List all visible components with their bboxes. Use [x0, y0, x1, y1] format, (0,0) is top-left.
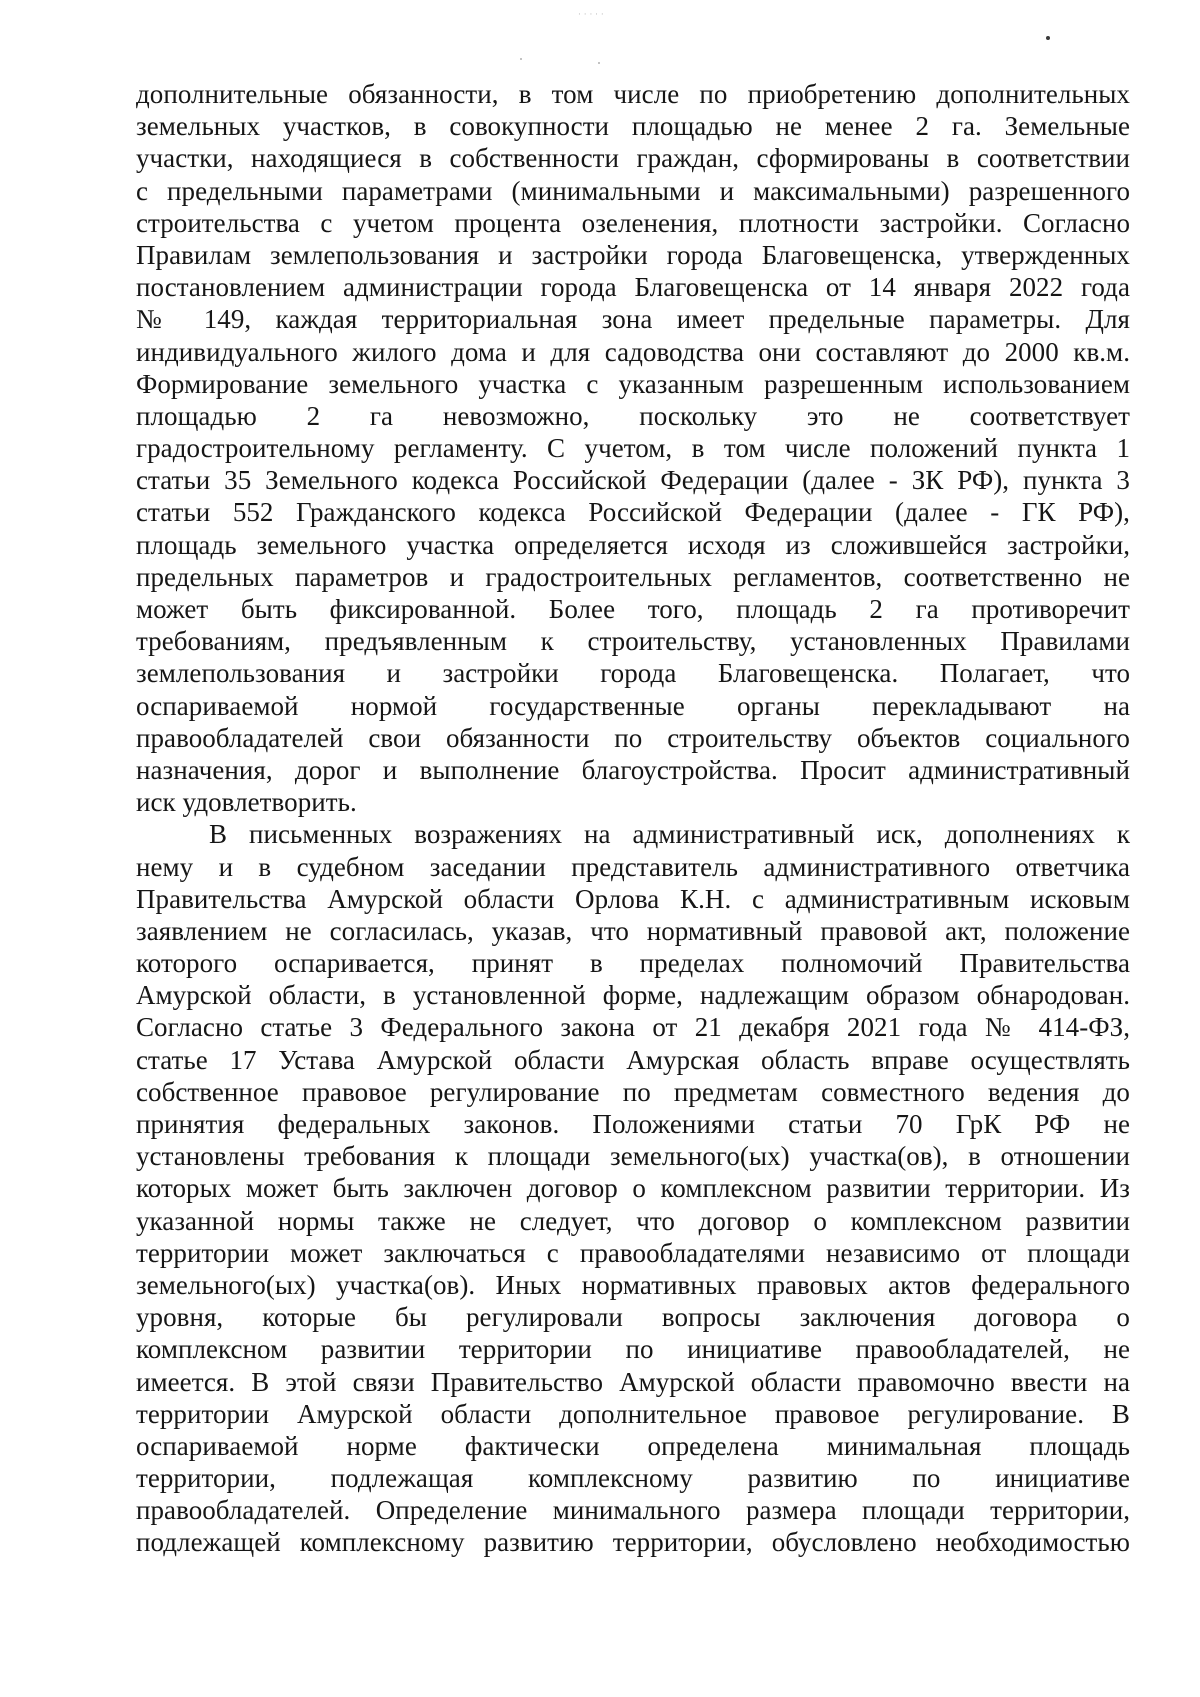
text-line: земельного(ых) участка(ов). Иных нормативных правовых актов федерального — [136, 1269, 1130, 1300]
scan-speck — [1046, 36, 1050, 40]
text-line: которых может быть заключен договор о комплексном развитии территории. Из — [136, 1173, 1130, 1204]
text-line: землепользования и застройки города Благовещенска. Полагает, что — [136, 658, 1130, 689]
text-line: строительства с учетом процента озеленения, плотности застройки. Согласно — [136, 207, 1130, 238]
text-line: площадью 2 га невозможно, поскольку это не соответствует — [136, 400, 1130, 431]
text-line: территории может заключаться с правообладателями независимо от площади — [136, 1237, 1130, 1268]
text-line: территории, подлежащая комплексному развитию по инициативе — [136, 1463, 1130, 1494]
text-line: статье 17 Устава Амурской области Амурская область вправе осуществлять — [136, 1044, 1130, 1075]
text-line: может быть фиксированной. Более того, площадь 2 га противоречит — [136, 594, 1130, 624]
text-line: имеется. В этой связи Правительство Амурской области правомочно ввести на — [136, 1366, 1130, 1397]
text-line: предельных параметров и градостроительных регламентов, соответственно не — [136, 561, 1130, 592]
text-line: дополнительные обязанности, в том числе по приобретению дополнительных — [136, 79, 1130, 109]
text-line: земельных участков, в совокупности площадью не менее 2 га. Земельные — [136, 111, 1130, 142]
text-line: Амурской области, в установленной форме, надлежащим образом обнародован. — [136, 980, 1130, 1011]
text-line: статьи 552 Гражданского кодекса Российской Федерации (далее - ГК РФ), — [136, 497, 1130, 528]
text-line: которого оспаривается, принят в пределах полномочий Правительства — [136, 948, 1130, 979]
text-line: с предельными параметрами (минимальными и максимальными) разрешенного — [136, 175, 1130, 206]
text-line: Формирование земельного участка с указанным разрешенным использованием — [136, 368, 1130, 399]
text-line: градостроительному регламенту. С учетом, в том числе положений пункта 1 — [136, 433, 1130, 464]
text-line: правообладателей свои обязанности по строительству объектов социального — [136, 722, 1130, 753]
text-line: участки, находящиеся в собственности граждан, сформированы в соответствии — [136, 143, 1130, 174]
text-line: собственное правовое регулирование по предметам совместного ведения до — [136, 1076, 1130, 1107]
text-line: площадь земельного участка определяется исходя из сложившейся застройки, — [136, 529, 1130, 560]
text-line: оспариваемой норме фактически определена минимальная площадь — [136, 1430, 1130, 1461]
text-line: назначения, дорог и выполнение благоустройства. Просит административный — [136, 754, 1130, 785]
text-line: статьи 35 Земельного кодекса Российской Федерации (далее - ЗК РФ), пункта 3 — [136, 465, 1130, 496]
text-line: постановлением администрации города Благовещенска от 14 января 2022 года — [136, 272, 1130, 303]
text-line: указанной нормы также не следует, что договор о комплексном развитии — [136, 1205, 1130, 1236]
text-line: уровня, которые бы регулировали вопросы заключения договора о — [136, 1302, 1130, 1333]
text-line: иск удовлетворить. — [136, 787, 357, 818]
text-line: комплексном развитии территории по инициативе правообладателей, не — [136, 1334, 1130, 1365]
text-line: территории Амурской области дополнительное правовое регулирование. В — [136, 1398, 1130, 1429]
scan-speck — [520, 58, 522, 60]
text-line: В письменных возражениях на административный иск, дополнениях к — [209, 819, 1130, 850]
text-line: оспариваемой нормой государственные органы перекладывают на — [136, 690, 1130, 721]
text-line: подлежащей комплексному развитию территории, обусловлено необходимостью — [136, 1527, 1130, 1558]
text-line: установлены требования к площади земельного(ых) участка(ов), в отношении — [136, 1141, 1130, 1172]
text-line: заявлением не согласилась, указав, что нормативный правовой акт, положение — [136, 915, 1130, 946]
text-line: требованиям, предъявленным к строительству, установленных Правилами — [136, 626, 1130, 657]
text-line: Правилам землепользования и застройки города Благовещенска, утвержденных — [136, 239, 1130, 270]
text-line: принятия федеральных законов. Положениями статьи 70 ГрК РФ не — [136, 1109, 1130, 1139]
paragraph-2 — [136, 818, 1130, 1558]
document-body — [136, 78, 1130, 1559]
text-line: нему и в судебном заседании представитель административного ответчика — [136, 851, 1130, 882]
text-line: правообладателей. Определение минимального размера площади территории, — [136, 1495, 1130, 1526]
text-line: Согласно статье 3 Федерального закона от 21 декабря 2021 года № 414-ФЗ, — [136, 1012, 1130, 1043]
scan-artifact-top: · · · · · — [578, 10, 604, 20]
paragraph-1 — [136, 78, 1130, 818]
scan-speck — [598, 62, 600, 64]
text-line: № 149, каждая территориальная зона имеет предельные параметры. Для — [136, 304, 1130, 335]
text-line: индивидуального жилого дома и для садоводства они составляют до 2000 кв.м. — [136, 336, 1130, 367]
text-line: Правительства Амурской области Орлова К.Н. с административным исковым — [136, 883, 1130, 914]
